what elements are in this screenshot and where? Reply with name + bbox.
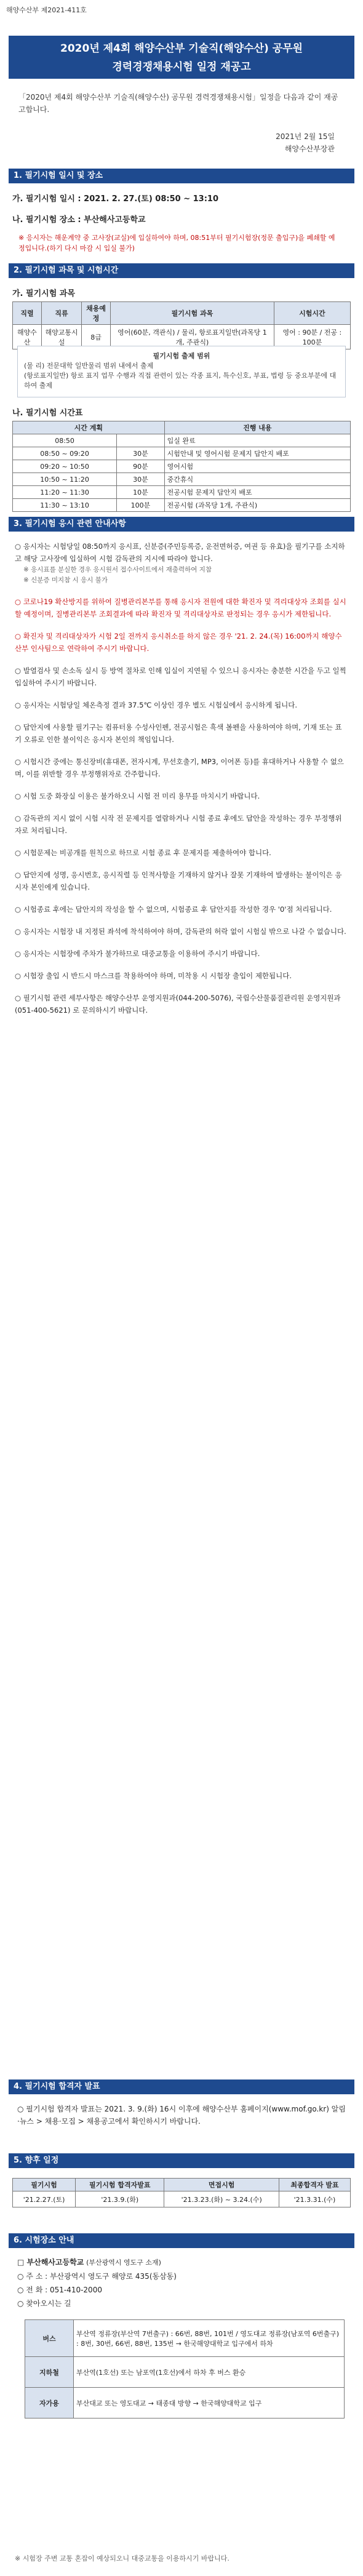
document-code: 해양수산부 제2021-411호	[6, 6, 87, 14]
list-item: ○ 시험장 출입 시 반드시 마스크를 착용하여야 하며, 미착용 시 시험장 출입이 제한됩니다.	[15, 971, 292, 980]
section-6-header: 6. 시험장소 안내	[9, 2233, 354, 2248]
list-item: ○ 답안지에 사용할 필기구는 컴퓨터용 수성사인펜, 전공시험은 흑색 볼펜을 사용하여야 하며, 기재 또는 표기 오류로 인한 불이익은 응시자 본인의 책임입니다.	[15, 723, 342, 744]
date-block	[276, 130, 335, 155]
sched-content: 입실 완료	[164, 434, 350, 447]
route-mode: 버스	[25, 2320, 74, 2357]
sched-time: 09:20 ~ 10:50	[13, 460, 117, 473]
sched-time: 11:20 ~ 11:30	[13, 486, 117, 499]
col-grade: 채용예정	[82, 302, 111, 325]
venue-info	[17, 2255, 346, 2310]
section-5-header: 5. 향후 일정	[9, 2153, 354, 2168]
cell-interview: '21.3.23.(화) ~ 3.24.(수)	[164, 2191, 279, 2207]
cell-written-result: '21.3.9.(화)	[76, 2191, 164, 2207]
route-mode: 자가용	[25, 2388, 74, 2418]
venue-phone: ○ 전 화 : 051-410-2000	[17, 2286, 102, 2294]
cell-time: 영어 : 90분 / 전공 : 100분	[274, 325, 350, 349]
exam-scope-line-1: (물 리) 전문대학 일반물리 범위 내에서 출제	[24, 362, 154, 370]
col-content: 진행 내용	[164, 421, 350, 434]
venue-address: ○ 주 소 : 부산광역시 영도구 해양로 435(동삼동)	[17, 2272, 177, 2281]
schedule-heading: 나. 필기시험 시간표	[12, 409, 83, 418]
list-item: ○ 필기시험 관련 세부사항은 해양수산부 운영지원과(044-200-5076), 국립수산물품질관리원 운영지원과(051-400-5621) 로 문의하시기 바랍니다.	[15, 994, 341, 1015]
col-written-result: 필기시험 합격자발표	[76, 2179, 164, 2191]
list-item: ○ 응시자는 시험장 내 지정된 좌석에 착석하여야 하며, 감독관의 허락 없이 시험실 밖으로 나갈 수 없습니다.	[15, 927, 346, 936]
list-item: ○ 응시자는 시험당일 체온측정 결과 37.5℃ 이상인 경우 별도 시험실에서 응시하게 됩니다.	[15, 701, 298, 709]
col-interview: 면접시험	[164, 2179, 279, 2191]
section-4-header: 4. 필기시험 합격자 발표	[9, 2080, 354, 2094]
schedule-table	[12, 421, 351, 512]
list-item: ○ 시험 도중 화장실 이용은 불가하오니 시험 전 미리 용무를 마치시기 바랍니다.	[15, 792, 260, 800]
announcement-date: 2021년 2월 15일	[276, 132, 335, 141]
cell-written: '21.2.27.(토)	[13, 2191, 76, 2207]
title-banner	[9, 36, 354, 79]
route-detail: 부산역 정류장(부산역 7번출구) : 66번, 88번, 101번 / 영도대교 정류장(남포역 6번출구) : 8번, 30번, 66번, 88번, 135번 → 한국해양대학교 입구에서 하차	[74, 2320, 345, 2357]
exam-datetime: 가. 필기시험 일시 : 2021. 2. 27.(토) 08:50 ~ 13:10	[12, 194, 219, 204]
sched-time: 11:30 ~ 13:10	[13, 499, 117, 512]
entry-note: ※ 응시자는 해운계약 중 고사장(교실)에 입실하여야 하며, 08:51부터 필기시험장(정문 출입구)을 폐쇄할 예정입니다.(하기 다시 마감 시 입실 불가)	[18, 234, 335, 252]
list-item: ○ 코로나19 확산방지를 위하여 질병관리본부를 통해 응시자 전원에 대한 확진자 및 격리대상자 조회를 실시할 예정이며, 질병관리본부 조회결과에 따라 확진자 및 격리대상자로 판정되는 경우 응시가 제한됩니다.	[15, 597, 346, 618]
subjects-heading: 가. 필기시험 과목	[12, 289, 75, 298]
cell-grade: 8급	[82, 325, 111, 349]
result-announcement: ○ 필기시험 합격자 발표는 2021. 3. 9.(화) 16시 이후에 해양수산부 홈페이지(www.mof.go.kr) 알림·뉴스 > 채용·모집 > 채용공고에서 확인하시기 바랍니다.	[17, 2105, 346, 2126]
col-jikryu: 직류	[41, 302, 81, 325]
title-line-2: 경력경쟁채용시험 일정 재공고	[112, 61, 251, 73]
timeline-table	[12, 2178, 351, 2207]
sched-duration: 30분	[117, 473, 165, 486]
sched-content: 시험안내 및 영어시험 문제지 답안지 배포	[164, 447, 350, 460]
col-final: 최종합격자 발표	[279, 2179, 350, 2191]
col-written: 필기시험	[13, 2179, 76, 2191]
notice-subnote: ※ 신분증 미지참 시 응시 불가	[23, 576, 108, 584]
sched-time: 08:50 ~ 09:20	[13, 447, 117, 460]
route-table	[25, 2319, 345, 2418]
sched-time: 10:50 ~ 11:20	[13, 473, 117, 486]
route-detail: 부산역(1호선) 또는 남포역(1호선)에서 하차 후 버스 환승	[74, 2357, 345, 2388]
notice-list	[15, 540, 348, 1026]
section-3-header: 3. 필기시험 응시 관련 안내사항	[9, 517, 354, 532]
section-2-header: 2. 필기시험 과목 및 시험시간	[9, 263, 354, 278]
list-item: ○ 시험종료 후에는 답안지의 작성을 할 수 없으며, 시험종료 후 답안지를 작성한 경우 '0'점 처리됩니다.	[15, 905, 332, 914]
col-subjects: 필기시험 과목	[111, 302, 274, 325]
exam-scope-title: 필기시험 출제 범위	[153, 352, 210, 360]
section-1-header: 1. 필기시험 일시 및 장소	[9, 169, 354, 183]
cell-subjects: 영어(60분, 객관식) / 물리, 항로표지일반(과목당 1개, 주관식)	[111, 325, 274, 349]
footer-note: ※ 시험장 주변 교통 혼잡이 예상되오니 대중교통을 이용하시기 바랍니다.	[15, 2554, 229, 2562]
venue-note: (부산광역시 영도구 소재)	[86, 2259, 161, 2267]
cell-jikryu: 해양교통시설	[41, 325, 81, 349]
exam-location: 나. 필기시험 장소 : 부산해사고등학교	[12, 215, 146, 225]
sched-duration: 10분	[117, 486, 165, 499]
col-schedule: 시간 계획	[13, 421, 165, 434]
venue-name: □ 부산해사고등학교	[17, 2258, 84, 2267]
notice-text: ○ 응시자는 시험당일 08:50까지 응시표, 신분증(주민등록증, 운전면허증, 여권 등 유효)을 필기구를 소지하고 해당 고사장에 입실하여 시험 감독관의 지시에 따라야 합니다.	[15, 542, 345, 563]
list-item: ○ 발열검사 및 손소독 실시 등 방역 절차로 인해 입실이 지연될 수 있으니 응시자는 충분한 시간을 두고 일찍 입실하여 주시기 바랍니다.	[15, 666, 346, 687]
route-mode: 지하철	[25, 2357, 74, 2388]
sched-duration: 100분	[117, 499, 165, 512]
list-item: ○ 답안지에 성명, 응시번호, 응시직렬 등 인적사항을 기재하지 않거나 잘못 기재하여 발생하는 불이익은 응시자 본인에게 있습니다.	[15, 871, 342, 891]
sched-content: 중간휴식	[164, 473, 350, 486]
sched-content: 영어시험	[164, 460, 350, 473]
list-item: ○ 시험시간 중에는 통신장비(휴대폰, 전자시계, 무선호출기, MP3, 이어폰 등)를 휴대하거나 사용할 수 없으며, 이를 위반할 경우 부정행위자로 간주합니다.	[15, 757, 344, 778]
col-jikryeol: 직렬	[13, 302, 42, 325]
sched-content: 전공시험 문제지 답안지 배포	[164, 486, 350, 499]
list-item: ○ 응시자는 시험장에 주차가 불가하므로 대중교통을 이용하여 주시기 바랍니다.	[15, 949, 260, 958]
intro-text: 「2020년 제4회 해양수산부 기술직(해양수산) 공무원 경력경쟁채용시험」일정을 다음과 같이 재공고합니다.	[18, 93, 338, 114]
exam-scope-line-2: (항로표지일반) 항로 표지 업무 수행과 직접 관련이 있는 각종 표지, 특수신호, 부표, 법령 등 중요부분에 대하여 출제	[24, 372, 337, 389]
cell-jikryeol: 해양수산	[13, 325, 42, 349]
venue-name-line	[17, 2255, 346, 2270]
list-item: ○ 확진자 및 격리대상자가 시험 2일 전까지 응시취소를 하지 않은 경우 '21. 2. 24.(목) 16:00까지 해양수산부 인사팀으로 연락하여 주시기 바랍니다.	[15, 632, 342, 653]
issuer: 해양수산부장관	[284, 145, 335, 153]
title-line-1: 2020년 제4회 해양수산부 기술직(해양수산) 공무원	[60, 42, 303, 55]
notice-subnote: ※ 응시표를 분실한 경우 응시원서 접수사이트에서 재출력하여 지참	[23, 566, 212, 573]
sched-duration: 30분	[117, 447, 165, 460]
list-item: ○ 감독관의 지시 없이 시험 시작 전 문제지를 열람하거나 시험 종료 후에도 답안을 작성하는 경우 부정행위자로 처리됩니다.	[15, 814, 342, 835]
sched-content: 전공시험 (과목당 1개, 주관식)	[164, 499, 350, 512]
list-item: ○ 시험문제는 비공개를 원칙으로 하므로 시험 종료 후 문제지를 제출하여야 합니다.	[15, 848, 271, 857]
col-time: 시험시간	[274, 302, 350, 325]
sched-duration: 90분	[117, 460, 165, 473]
sched-duration	[117, 434, 165, 447]
subjects-table	[12, 301, 351, 349]
cell-final: '21.3.31.(수)	[279, 2191, 350, 2207]
exam-scope-box	[17, 346, 346, 397]
route-label: ○ 찾아오시는 길	[17, 2299, 71, 2308]
route-detail: 부산대교 또는 영도대교 → 태종대 방향 → 한국해양대학교 입구	[74, 2388, 345, 2418]
list-item	[15, 540, 348, 586]
sched-time: 08:50	[13, 434, 117, 447]
